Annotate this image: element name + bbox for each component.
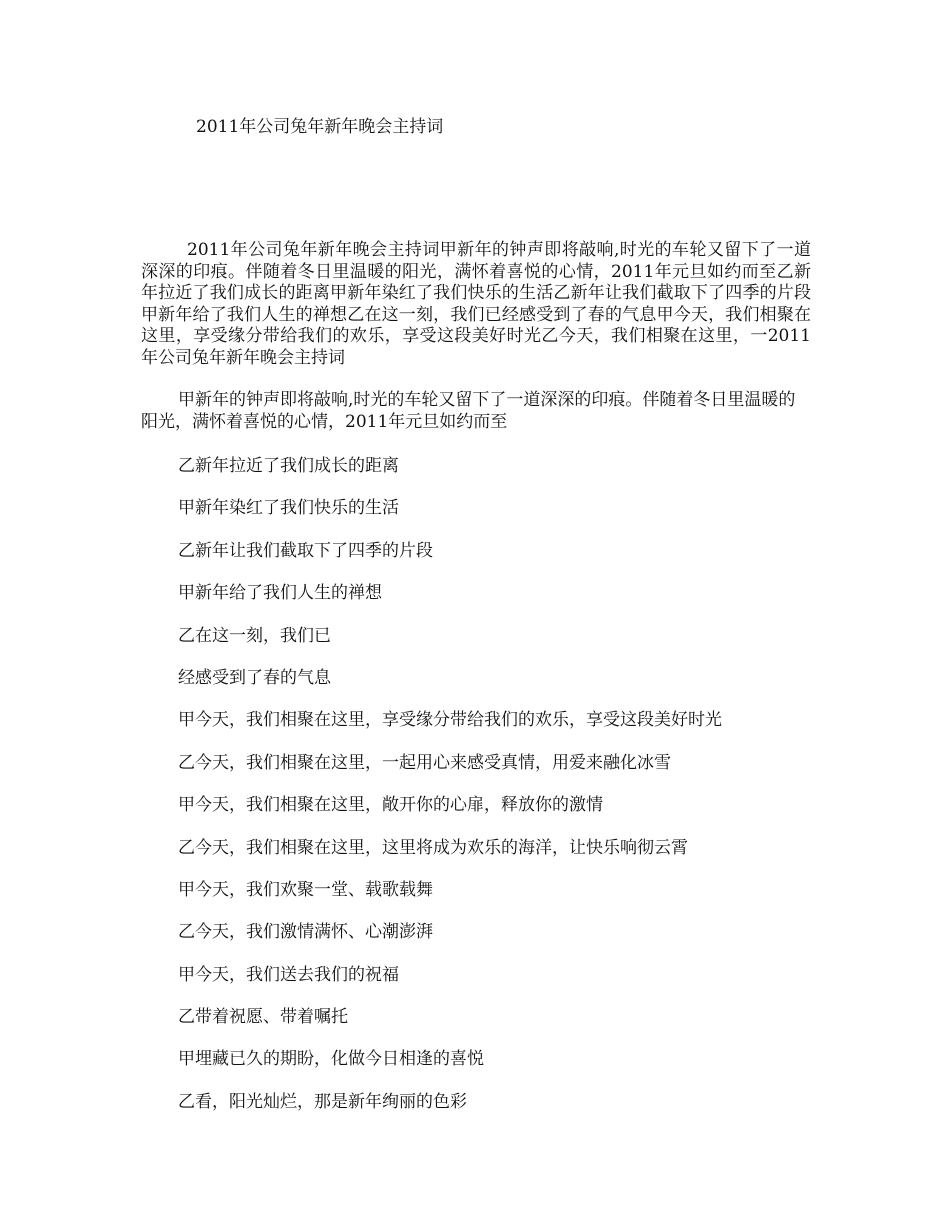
intro-paragraph: 2011年公司兔年新年晚会主持词甲新年的钟声即将敲响,时光的车轮又留下了一道深深的印痕。伴随着冬日里温暖的阳光，满怀着喜悦的心情，2011年元旦如约而至乙新年拉近了我们成长的距离甲新年染红了我们快乐的生活乙新年让我们截取下了四季的片段甲新年给了我们人生的禅想乙在这一刻，我们已经感受到了春的气息甲今天，我们相聚在这里，享受缘分带给我们的欢乐，享受这段美好时光乙今天，我们相聚在这里，一2011年公司兔年新年晚会主持词 (141, 240, 811, 368)
script-line: 甲今天，我们相聚在这里，敞开你的心扉，释放你的激情 (178, 795, 603, 816)
script-lines (178, 455, 722, 1133)
script-line: 乙带着祝愿、带着嘱托 (178, 1007, 348, 1028)
script-line: 乙今天，我们相聚在这里，一起用心来感受真情，用爱来融化冰雪 (178, 752, 671, 773)
script-line: 乙新年拉近了我们成长的距离 (178, 456, 399, 476)
script-line: 甲埋藏已久的期盼，化做今日相逢的喜悦 (178, 1049, 484, 1070)
script-line: 经感受到了春的气息 (178, 667, 331, 688)
script-line: 乙在这一刻，我们已 (178, 625, 331, 646)
script-line: 甲新年染红了我们快乐的生活 (178, 498, 399, 519)
script-line: 乙今天，我们相聚在这里，这里将成为欢乐的海洋，让快乐响彻云霄 (178, 837, 688, 858)
script-line: 乙新年让我们截取下了四季的片段 (178, 540, 433, 561)
opening-paragraph: 甲新年的钟声即将敲响,时光的车轮又留下了一道深深的印痕。伴随着冬日里温暖的阳光，满怀着喜悦的心情，2011年元旦如约而至 (141, 390, 796, 432)
document-title: 2011年公司兔年新年晚会主持词 (196, 117, 444, 137)
script-line: 乙看，阳光灿烂，那是新年绚丽的色彩 (178, 1091, 467, 1112)
script-line: 甲今天，我们送去我们的祝福 (178, 964, 399, 985)
script-line: 乙今天，我们激情满怀、心潮澎湃 (178, 922, 433, 943)
script-line: 甲新年给了我们人生的禅想 (178, 583, 382, 604)
script-line: 甲今天，我们欢聚一堂、载歌载舞 (178, 879, 433, 900)
script-line: 甲今天，我们相聚在这里，享受缘分带给我们的欢乐，享受这段美好时光 (178, 710, 722, 731)
